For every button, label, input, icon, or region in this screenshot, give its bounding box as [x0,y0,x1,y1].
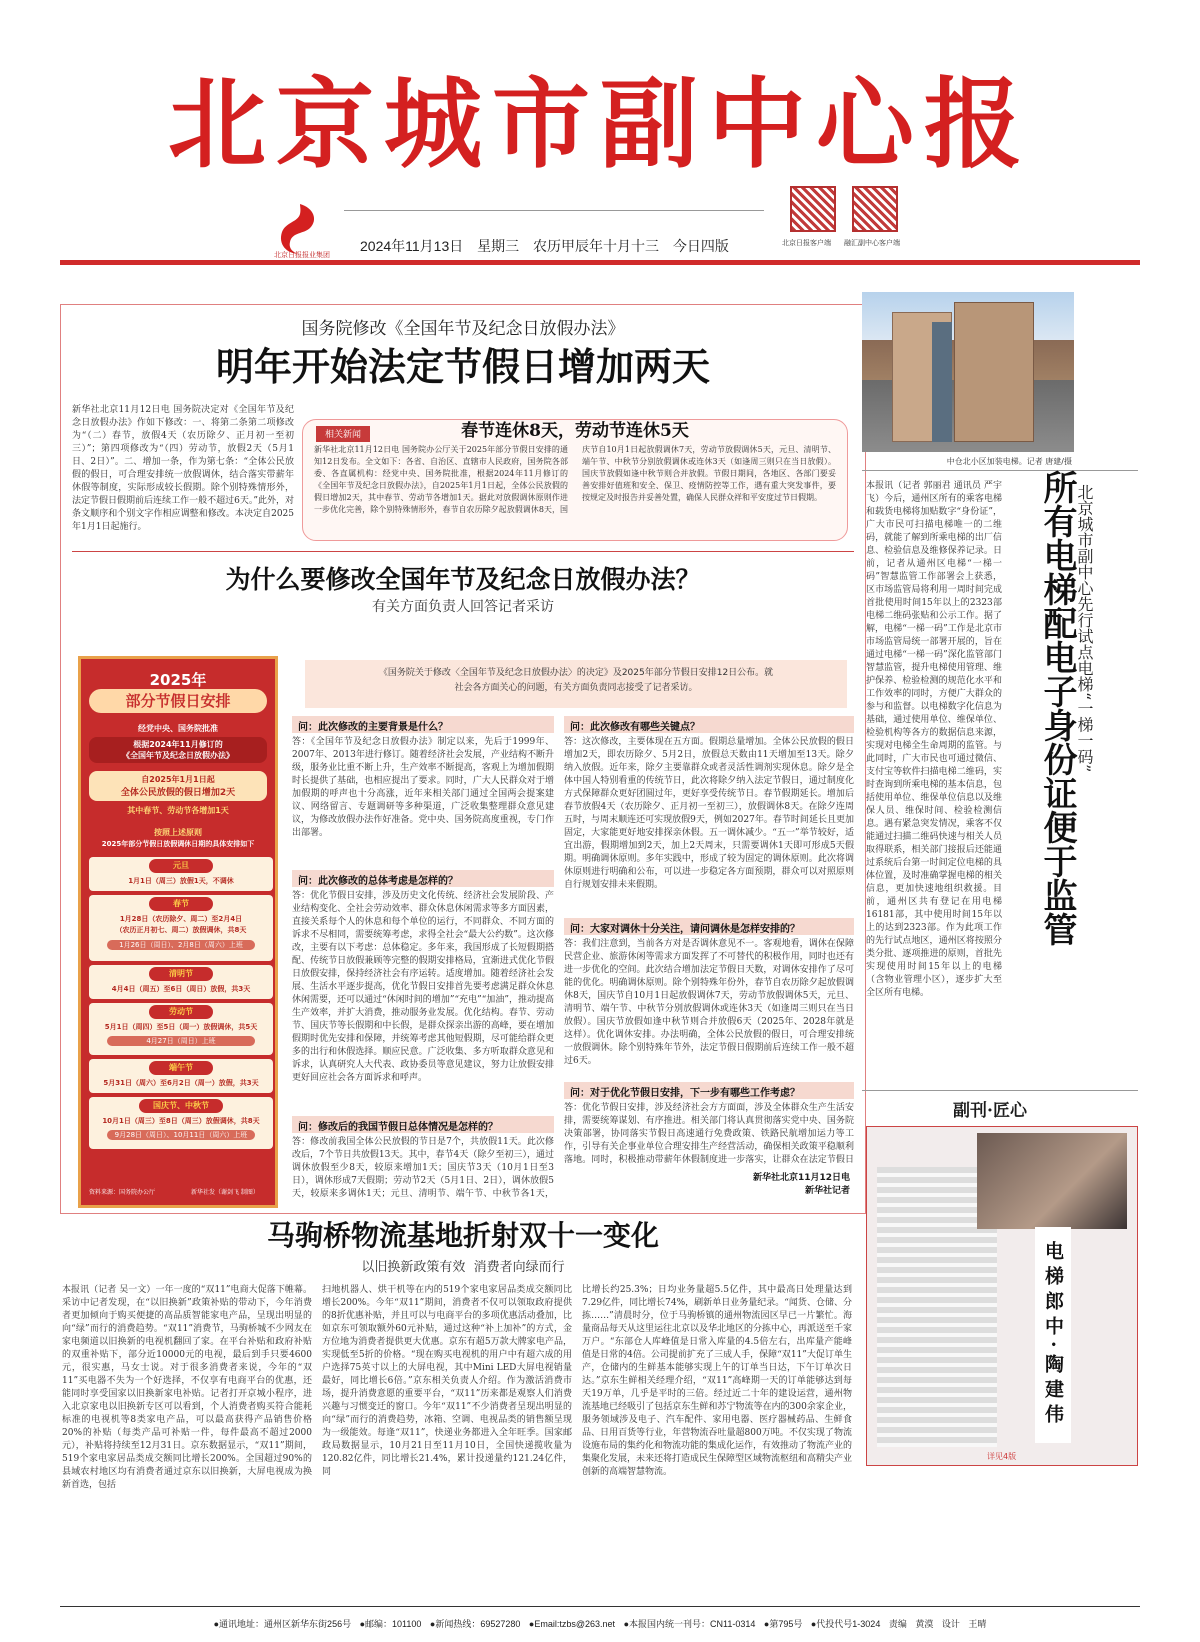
schedule-principle-detail: 2025年部分节假日放假调休日期的具体安排如下 [101,840,255,848]
holiday-card [89,1059,273,1093]
holiday-workdays: 9月28日（周日）、10月11日（周六）上班 [107,1130,255,1140]
holiday-card [89,895,273,961]
qr-code-icon[interactable] [790,186,836,232]
schedule-title-banner [89,689,267,713]
qa-column-left [292,716,554,1200]
schedule-approve: 经党中央、国务院批准 [138,724,218,733]
schedule-source: 资料来源：国务院办公厅 [89,1189,156,1196]
schedule-year: 2025年 [149,671,207,689]
schedule-increase-note: 其中春节、劳动节各增加1天 [127,806,229,815]
masthead-divider [344,210,764,211]
qa-column-right [564,716,854,1166]
qa-answer: 答：修改前我国全体公民放假的节日是7个，共放假11天。此次修改后，7个节日共放假13天。其中，春节4天（除夕至初三），通过调休放假至少8天，较原来增加1天；国庆节3天（10月1日至3日），调休形成7天假期；劳动节2天（5月1日、2日），调休放假5天，较原来多调休1天；元旦、清明节、端午节、中秋节各1天， [292,1137,554,1199]
related-news-title: 春节连休8天，劳动节连休5天 [461,421,689,441]
footer-editor: 责编 黄漠 设计 王晴 [888,1619,987,1629]
explain-subhead: 有关方面负责人回答记者采访 [372,599,554,615]
holiday-dates: 4月4日（周五）至6日（周日）放假，共3天 [111,985,251,993]
footer-email[interactable]: ●Email:tzbs@263.net [528,1619,616,1629]
lead-body: 新华社北京11月12日电 国务院决定对《全国年节及纪念日放假办法》作如下修改：一、将第二条第二项修改为“（二）春节，放假4天（农历除夕、正月初一至初三）”；第四项修改为“（四）劳动节，放假2天（5月1日、2日）”。二、增加一条，作为第七条：“全体公民放假的假日，可合理安排统一放假调休，结合落实带薪年休假等制度，实际形成较长假期。除个别特殊情形外，法定节假日假期前后连续工作一般不超过6天。”此外，对条文顺序和个别文字作相应调整和修改。本决定自2025年1月1日起施行。 [72,405,294,532]
bottom-column-1: 本报讯（记者 吴一文）一年一度的“双11”电商大促落下帷幕。采访中记者发现，在“以旧换新”政策补贴的带动下，今年消费者更加倾向于购买便捷的高品质智能家电产品，呈现出明显的向“绿”而行的消费趋势。“双11”消费节，马驹桥城不少网友在家电频道以旧换新的电视机翻回了家。在平台补贴和政府补贴的双重补贴下，部分近10000元的电视，最后到手只要4600元，很实惠，马女士说。对于很多消费者来说，今年的“双11”买电器不失为一个好选择，不仅享有电商平台的优惠，还能同时享受国家以旧换新家电补贴。记者打开京城小程序，进入北京家电以旧换新专区可以看到，个人消费者购买符合能耗标准的电视机等8类家电产品，可以最高获得产品销售价格20%的补贴（每类产品可补贴一件，每件最高不超过2000元），补贴将持续至12月31日。京东数据显示，“双11”期间，519个家电家居品类成交额同比增长200%。全国超过90%的县域农村地区均有消费者通过京东以旧换新，大屏电视成为换新首选，包括 [62,1285,312,1490]
holiday-name: 国庆节、中秋节 [139,1099,223,1113]
byline-dateline: 新华社北京11月12日电 [752,1173,850,1183]
explain-intro: 《国务院关于修改〈全国年节及纪念日放假办法〉的决定》及2025年部分节假日安排12日公布。就社会各方面关心的问题，有关方面负责同志接受了记者采访。 [305,660,847,708]
qa-answer: 答：《全国年节及纪念日放假办法》制定以来，先后于1999年、2007年、2013年进行修订。随着经济社会发展，产业结构不断升级，服务业比重不断上升，生产效率不断提高，客观上为增加假期时长提供了基础，也相应提出了要求。同时，广大人民群众对于增加假期的呼声也十分高涨，近年来相关部门通过全国两会提案建议、网络留言、专题调研等多种渠道，广泛收集整理群众意见建议，为修改放假办法作好准备。党中央、国务院高度重视，专门作出部署。 [292,737,554,838]
sidebar-kicker: 北京城市副中心先行试点电梯“一梯一码” [1075,484,1094,773]
footer-cn-number: ●本报国内统一刊号：CN11-0314 [623,1619,756,1629]
footer-info [0,1617,1200,1630]
schedule-increase-line1: 自2025年1月1日起 [141,775,215,784]
qa-answer: 答：优化节假日安排，涉及经济社会方方面面，涉及全体群众生产生活安排，需要统筹谋划、有序推进。相关部门将认真贯彻落实党中央、国务院决策部署，协同落实节假日高速通行免费政策、铁路民航增加运力等工作，引导有关企事业单位合理安排生产经营活动，确保相关政策平稳顺利落地。同时，积极推动带薪年休假制度进一步落实，让群众在法定节假日 [564,1103,854,1165]
holiday-dates-cont: （农历正月初七、周二）放假调休，共8天 [115,926,247,934]
holiday-name: 元旦 [149,859,213,873]
schedule-basis [89,737,267,763]
elevator-building-photo [862,292,1074,452]
byline-reporter: 新华社记者 [804,1186,850,1196]
holiday-card [89,857,273,891]
holiday-dates: 1月1日（周三）放假1天，不调休 [128,877,234,885]
sidebar-divider [862,1090,1138,1091]
schedule-increase [89,771,267,801]
qr-label-sub-center: 融汇副中心客户端 [844,240,900,247]
holiday-name: 劳动节 [149,1005,213,1019]
qa-question: 问：修改后的我国节假日总体情况是怎样的？ [292,1116,554,1133]
holiday-workdays: 4月27日（周日）上班 [107,1036,255,1046]
holiday-name: 春节 [149,897,213,911]
footer-delivery-code: ●代投代号1-3024 [810,1619,881,1629]
dateline [360,236,729,256]
sidebar-divider [862,470,1138,471]
bottom-column-2: 扫地机器人、烘干机等在内的519个家电家居品类成交额同比增长200%。今年“双11”期间，消费者不仅可以领取政府提供的8折优惠补贴，并且可以与电商平台的多项优惠活动叠加，比如京东可领取额外60元补贴，通过这种“补上加补”的方式，金方位地为消费者提供更大优惠。京东有超5万款大牌家电产品，实现低至5折的价格。“现在购买电视机的用户中有超六成的用户选择75英寸以上的大屏电视，其中Mini LED大屏电视销量最好，同比增长6倍。”京东相关负责人介绍。作为激活消费市场，提升消费意愿的重要平台，“双11”历来都是观察人们消费兴趣与习惯变迁的窗口。今年“双11”不少消费者呈现出明显的向“绿”而行的消费趋势，冰箱、空调、电视品类的销售额呈现为一级能效。每逢“双11”，快递业务都进入全年旺季。国家邮政局数据显示，10月21日至11月10日，全国快递揽收量为120.82亿件，同比增长21.4%，累计投递量约121.24亿件，同 [322,1285,572,1477]
holiday-card [89,1097,273,1149]
footer-postcode: ●邮编：101100 [359,1619,422,1629]
supplement-title: 副刊·匠心 [953,1101,1027,1121]
footer-rule [60,1606,1140,1607]
footer-issue-number: ●第795号 [763,1619,803,1629]
holiday-card [89,965,273,999]
photo-caption: 中仓北小区加装电梯。记者 唐建/摄 [946,457,1072,466]
holiday-dates: 5月31日（周六）至6月2日（周一）放假，共3天 [103,1079,259,1087]
masthead-rule [60,260,1140,265]
qr-label-beijing-daily: 北京日报客户端 [782,240,831,247]
supplement-portrait-photo [977,1133,1127,1229]
schedule-credit: 新华社发（谢剑飞 制图） [191,1189,259,1196]
qa-answer: 答：我们注意到，当前各方对是否调休意见不一。客观地看，调休在保障民营企业、旅游休闲等需求方面发挥了不可替代的积极作用，同时也还有进一步优化的空间。此次结合增加法定节假日天数，对调休安排作了尽可能的优化。明确调休原则。除个别特殊年份外，春节自农历除夕起放假调休8天，国庆节自10月1日起放假调休7天，劳动节放假调休5天，元旦、清明节、端午节、中秋节分别放假调休或连休3天（如逢周三则只在当日放假）。国庆节放假如逢中秋节则合并放假6天（2025年、2028年就是这样）。优化调休安排。办法明确，全体公民放假的假日，可合理安排统一放假调休。除个别特殊年节外，法定节假日假期前后连续工作一般不超过6天。 [564,939,854,1066]
schedule-basis-line2: 《全国年节及纪念日放假办法》 [122,751,234,760]
issue-weekday: 星期三 [477,238,520,254]
qa-question: 问：此次修改的主要背景是什么？ [292,716,554,733]
related-news-body: 新华社北京11月12日电 国务院办公厅关于2025年部分节假日安排的通知12日发布。全文如下：各省、自治区、直辖市人民政府，国务院各部委、各直属机构：经党中央、国务院批准，根据2024年11月修订的《全国年节及纪念日放假办法》，自2025年1月1日起，全体公民放假的假日增加2天，其中春节、劳动节各增加1天。据此对放假调休原则作进一步优化完善，除个别特殊情形外，春节自农历除夕起放假调休8天，国庆节自10月1日起放假调休7天，劳动节放假调休5天，元旦、清明节、端午节、中秋节分别放假调休或连休3天（如逢周三则只在当日放假）。国庆节放假如逢中秋节则合并放假。节假日期间，各地区、各部门要妥善安排好值班和安全、保卫、疫情防控等工作，遇有重大突发事件，要按规定及时报告并妥善处置，确保人民群众祥和平安度过节日假期。 [314,445,836,514]
qa-answer: 答：这次修改，主要体现在五方面。假期总量增加。全体公民放假的假日增加2天，即农历除夕、5月2日，放假总天数由11天增加至13天。除夕纳入放假。近年来，除夕主要靠群众或者灵活性调剂实现休息。除夕是全体中国人特别看重的传统节日，此次将除夕纳入法定节假日，通过制度化方式保障群众更好团圆过年，更好享受传统节日。春节假期延长。增加后春节放假4天（农历除夕、正月初一至初三），放假调休8天。在除夕连周五时，与周末顺连还可实现放假9天，例如2027年。春节时间延长且更加固定，大家能更好地安排探亲休假。五一调休减少。“五一”举节较好，适宜出游，假期增加到2天，加上2天周末，只需要调休1天即可形成5天假期。明确调休原则。多年实践中，形成了较为固定的调休原则。此次将调休原则进行明确和公布，可以进一步稳定各方面预期，群众可以对照原则自行规划安排未来假期。 [564,737,854,890]
issue-date: 2024年11月13日 [360,238,464,254]
schedule-title: 部分节假日安排 [125,692,231,710]
related-news-tag: 相关新闻 [316,426,370,442]
bottom-column-3: 比增长约25.3%；日均业务量超5.5亿件，其中最高日处理量达到7.29亿件，同比增长74%，刷新单日业务量纪录。“闻货、仓储、分拣……”清晨时分，位于马驹桥镇的通州物流园区早已一片繁忙。海量商品每天从这里运往北京以及华北地区的分拣中心，再派送至千家万户。“东部仓人库峰值是日常入库量的4.5倍左右，出库量产能峰值是日常的4倍。公司提前扩充了三成人手，保障“双11”大促订单生产，仓储内的生鲜基本能够实现上午的订单当日达，下午订单次日达。”京东生鲜相关经理介绍，“双11”高峰期一天的订单能够达到每天19万单，几乎是平时的三倍。经过近二十年的建设运营，通州物流基地已经吸引了包括京东生鲜和苏宁物流等在内的300余家企业，服务领域涉及电子、汽车配件、家用电器、医疗器械药品、生鲜食品、日用百货等行业，年营物流吞吐量超800万吨。不仅实现了物流设施布局的集约化和物流功能的集成化运作，有效推动了物流产业的集聚化发展，未来还将打造成民生保障型区域物流枢纽和高精尖产业创新的高端智慧物流。 [582,1285,852,1477]
holiday-dates: 1月28日（农历除夕、周二）至2月4日 [119,915,243,923]
lead-divider [72,551,854,552]
holiday-dates: 5月1日（周四）至5日（周一）放假调休，共5天 [104,1023,258,1031]
holiday-schedule-graphic [78,656,278,1208]
qa-question: 问：大家对调休十分关注，请问调休是怎样安排的？ [564,918,854,935]
schedule-principle: 按照上述原则 [154,828,202,837]
holiday-name: 清明节 [149,967,213,981]
issue-page-count: 今日四版 [672,238,729,254]
explain-headline: 为什么要修改全国年节及纪念日放假办法？ [225,565,701,594]
qa-question: 问：此次修改有哪些关键点？ [564,716,854,733]
bottom-headline: 马驹桥物流基地折射双十一变化 [266,1219,659,1252]
qa-answer: 答：优化节假日安排，涉及历史文化传统、经济社会发展阶段、产业结构变化、全社会劳动效率、群众休息休闲需求等多方面因素，直接关系每个人的休息和每个单位的运行，不同群众、不同方面的诉求不尽相同，需要统筹考虑，求得全社会“最大公约数”。这次修改，主要有以下考虑：总体稳定。多年来，我国形成了长短假期搭配、传统节日放假兼顾等完整的假期安排格局，宜渐进式优化节假日放假安排，保持经济社会有序运转。适度增加。随着经济社会发展、生活水平逐步提高，优化节假日安排首先要考虑满足群众休息休闲需要，还可以通过“休闲时间的增加”“充电”“加油”，推动提高生产效率，并扩大消费，推动服务业发展。优化结构。春节、劳动节、国庆节等长假期和中长假，是群众探亲出游的高峰，要在增加假期时优先安排和保障，并统筹考虑其他短假期，尽可能给群众更多的出行和休假选择。顺应民意。广泛收集、多方听取群众意见和诉求，认真研究人大代表、政协委员等意见建议，努力让放假安排更好回应社会各方面诉求和呼声。 [292,891,554,1083]
lead-headline: 明年开始法定节假日增加两天 [215,344,710,389]
masthead-title: 北京城市副中心报 [167,67,1032,182]
issue-lunar-date: 农历甲辰年十月十三 [533,238,660,254]
sidebar-body: 本报讯（记者 郭丽君 通讯员 严宇飞）今后，通州区所有的乘客电梯和载货电梯将加贴数字“身份证”，广大市民可扫描电梯唯一的二维码，就能了解到所乘电梯的出厂信息、检验信息及维修保养记录。日前，记者从通州区电梯“一梯一码”智慧监管工作部署会上获悉，区市场监管局将利用一周时间完成首批使用时间15年以上的2323部电梯二维码张贴和公示工作。据了解，电梯“一梯一码”工作是北京市市场监管局统一部署开展的，旨在通过电梯“一梯一码”深化监管部门智慧监管，提升电梯使用管理、维护保养、检验检测的规范化水平和工作效率的同时，方便广大群众的参与和监督。以电梯数字化信息为基础，通过使用单位、维保单位、检验机构等各方的数据信息来源，实现对电梯全生命周期的监管。与此同时，广大市民也可通过微信、支付宝等软件扫描电梯二维码，实时查询到所乘电梯的基本信息，包括使用单位、维保单位信息以及维保人员、维保时间、检验检测信息。遇有紧急突发情况，乘客不仅能通过扫描二维码快速与相关人员取得联系，相关部门接报后还能通过系统后台第一时间定位电梯的具体位置，及时准确掌握电梯的相关信息，更加快速地组织救援。目前，通州区共有登记在用电梯16181部，其中使用时间15年以上的达到2323部。作为此项工作的先行试点地区，通州区将按照分类分批、逐项推进的原则，首批先实现使用时间15年以上的电梯（含物业管理小区），逐步扩大至全区所有电梯。 [866,481,1002,998]
sidebar-headline: 所有电梯配电子身份证便于监管 [1037,470,1077,946]
schedule-basis-line1: 根据2024年11月修订的 [133,740,223,749]
schedule-increase-line2: 全体公民放假的假日增加2天 [120,788,236,798]
holiday-dates: 10月1日（周三）至8日（周三）放假调休，共8天 [102,1117,260,1125]
supplement-preview[interactable] [866,1126,1138,1466]
holiday-workdays: 1月26日（周日）、2月8日（周六）上班 [107,940,255,950]
lead-kicker: 国务院修改《全国年节及纪念日放假办法》 [301,319,625,339]
newspaper-group-label: 北京日报报业集团 [274,252,330,259]
qa-question: 问：对于优化节假日安排，下一步有哪些工作考虑？ [564,1082,854,1099]
explain-byline [680,1172,850,1198]
supplement-see-page[interactable]: 详见4版 [987,1452,1017,1461]
footer-hotline: ●新闻热线：69527280 [429,1619,521,1629]
supplement-vertical-title: 电梯郎中·陶建伟 [1035,1227,1071,1443]
qa-question: 问：此次修改的总体考虑是怎样的？ [292,870,554,887]
holiday-card [89,1003,273,1055]
holiday-name: 端午节 [149,1061,213,1075]
newspaper-group-logo-icon [270,198,330,258]
bottom-subhead: 以旧换新政策有效 消费者向绿而行 [361,1260,565,1275]
qr-code-icon[interactable] [852,186,898,232]
footer-address: ●通讯地址：通州区新华东街256号 [213,1619,352,1629]
